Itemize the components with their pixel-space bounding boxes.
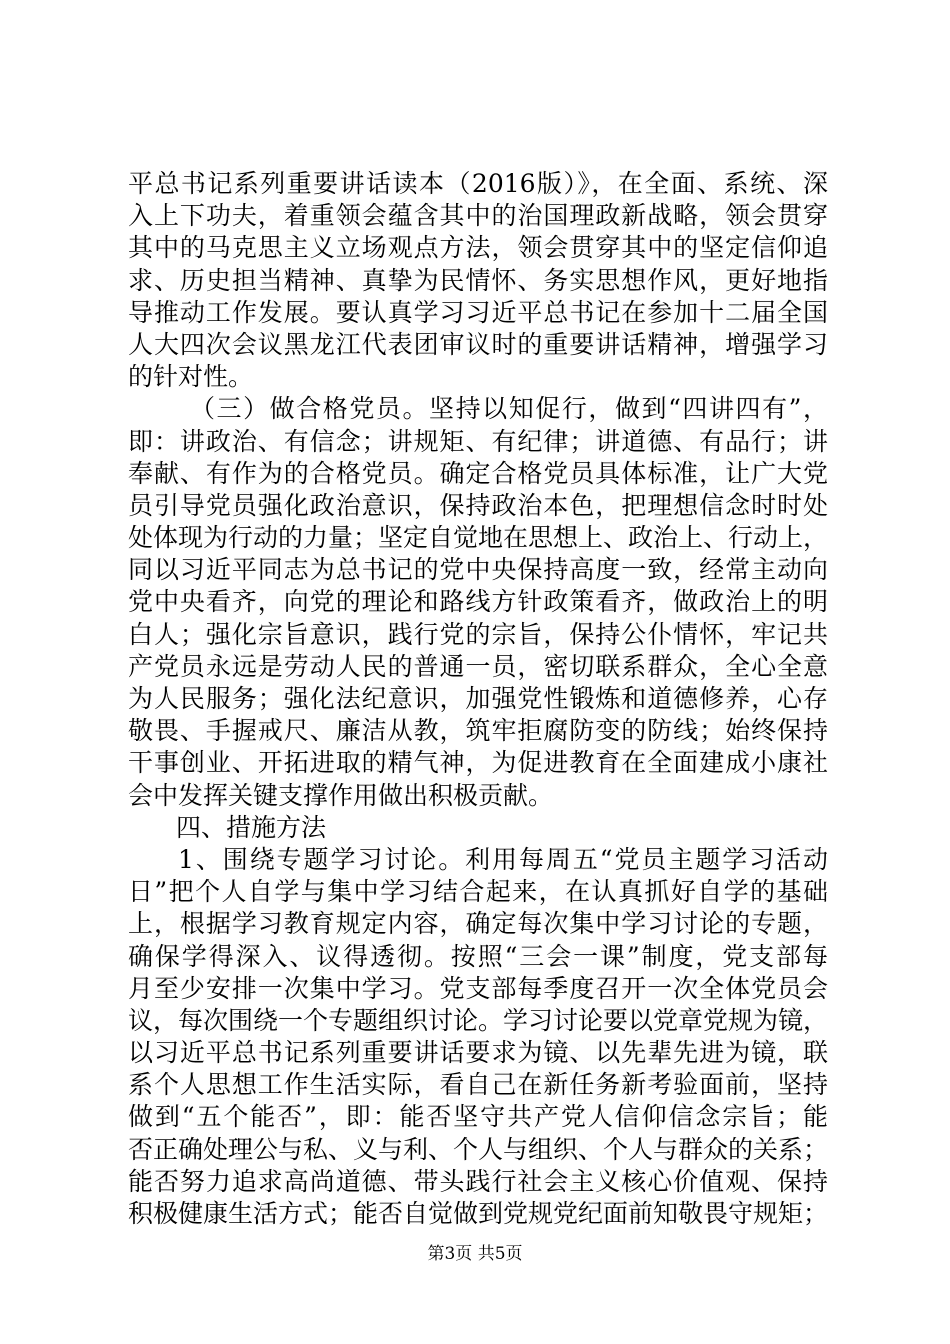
page-number-label: 第3页 共5页: [427, 1244, 523, 1264]
text-line: 干事创业、开拓进取的精气神，为促进教育在全面建成小康社: [128, 748, 828, 778]
text-line: 做到“五个能否”，即：能否坚守共产党人信仰信念宗旨；能: [128, 1102, 828, 1132]
text-line: （三）做合格党员。坚持以知促行，做到“四讲四有”，: [190, 394, 828, 424]
text-line: 以习近平总书记系列重要讲话要求为镜、以先辈先进为镜，联: [128, 1038, 828, 1068]
text-line: 党中央看齐，向党的理论和路线方针政策看齐，做政治上的明: [128, 587, 828, 617]
text-line: 系个人思想工作生活实际，看自己在新任务新考验面前，坚持: [128, 1070, 828, 1100]
text-line: 否正确处理公与私、义与利、个人与组织、个人与群众的关系；: [128, 1134, 829, 1164]
text-line: 同以习近平同志为总书记的党中央保持高度一致，经常主动向: [128, 555, 828, 585]
text-line: 入上下功夫，着重领会蕴含其中的治国理政新战略，领会贯穿: [128, 201, 828, 231]
text-line: 其中的马克思主义立场观点方法，领会贯穿其中的坚定信仰追: [128, 233, 828, 263]
text-line: 导推动工作发展。要认真学习习近平总书记在参加十二届全国: [128, 297, 828, 327]
text-line: 产党员永远是劳动人民的普通一员，密切联系群众，全心全意: [128, 651, 828, 681]
text-line: 求、历史担当精神、真挚为民情怀、务实思想作风，更好地指: [128, 265, 828, 295]
text-line: 处体现为行动的力量；坚定自觉地在思想上、政治上、行动上，: [128, 523, 829, 553]
text-line: 积极健康生活方式；能否自觉做到党规党纪面前知敬畏守规矩；: [128, 1199, 829, 1228]
text-line: 白人；强化宗旨意识，践行党的宗旨，保持公仆情怀，牢记共: [128, 619, 828, 649]
text-line: 员引导党员强化政治意识，保持政治本色，把理想信念时时处: [128, 490, 828, 520]
text-line: 日”把个人自学与集中学习结合起来，在认真抓好自学的基础: [128, 877, 828, 907]
text-line: 敬畏、手握戒尺、廉洁从教，筑牢拒腐防变的防线；始终保持: [128, 716, 828, 746]
text-line: 确保学得深入、议得透彻。按照“三会一课”制度，党支部每: [128, 941, 828, 971]
section-heading: 四、措施方法: [176, 812, 327, 842]
text-line: 会中发挥关键支撑作用做出积极贡献。: [128, 780, 554, 810]
text-line: 为人民服务；强化法纪意识，加强党性锻炼和道德修养，心存: [128, 684, 828, 713]
text-line: 1、围绕专题学习讨论。利用每周五“党员主题学习活动: [178, 844, 828, 874]
text-line: 上，根据学习教育规定内容，确定每次集中学习讨论的专题，: [128, 909, 828, 939]
document-body: [128, 168, 828, 1230]
page-footer: [0, 1244, 950, 1264]
text-line: 的针对性。: [128, 362, 254, 392]
text-line: 人大四次会议黑龙江代表团审议时的重要讲话精神，增强学习: [128, 329, 828, 359]
text-line: 能否努力追求高尚道德、带头践行社会主义核心价值观、保持: [128, 1166, 828, 1196]
text-line: 议，每次围绕一个专题组织讨论。学习讨论要以党章党规为镜，: [128, 1005, 829, 1035]
text-line: 即：讲政治、有信念；讲规矩、有纪律；讲道德、有品行；讲: [128, 426, 828, 456]
text-line: 月至少安排一次集中学习。党支部每季度召开一次全体党员会: [128, 973, 828, 1003]
text-line: 奉献、有作为的合格党员。确定合格党员具体标准，让广大党: [128, 458, 828, 488]
text-line: 平总书记系列重要讲话读本（2016版）》，在全面、系统、深: [128, 169, 828, 198]
